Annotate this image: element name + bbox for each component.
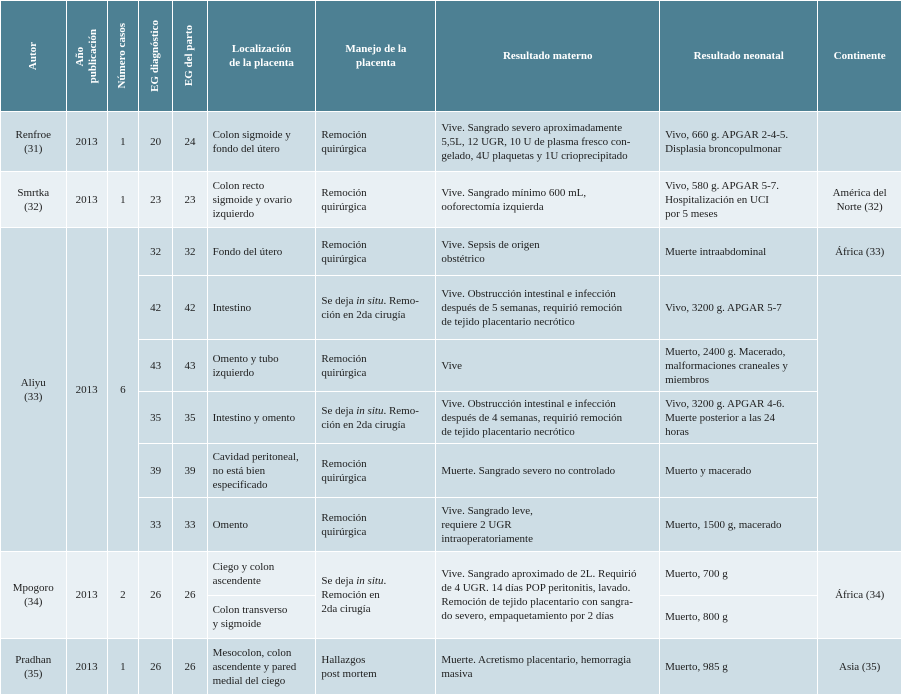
cell-manejo: Remoción quirúrgica [316,112,436,172]
cell-continente: África (34) [818,552,902,639]
header-manejo: Manejo de la placenta [316,1,436,112]
cell-autor: Aliyu (33) [1,228,67,552]
cell-resultado-neonatal: Muerto, 2400 g. Macerado, malformaciones craneales y miembros [660,340,818,392]
header-autor: Autor [1,1,67,112]
cell-resultado-neonatal: Muerto, 700 g [660,552,818,596]
cell-eg-diagnostico: 26 [139,639,173,695]
cell-localizacion: Fondo del útero [207,228,316,276]
cell-manejo: Remoción quirúrgica [316,444,436,498]
cell-anio: 2013 [66,172,107,228]
cell-eg-parto: 43 [173,340,207,392]
cell-anio: 2013 [66,228,107,552]
table-row-aliyu-1 [1,228,902,276]
header-eg-parto: EG del parto [173,1,207,112]
cell-eg-diagnostico: 35 [139,392,173,444]
cell-resultado-neonatal: Muerto y macerado [660,444,818,498]
cell-eg-diagnostico: 20 [139,112,173,172]
cell-resultado-neonatal: Muerto, 985 g [660,639,818,695]
cell-numero: 1 [107,112,138,172]
cell-anio: 2013 [66,639,107,695]
cell-resultado-neonatal: Vivo, 660 g. APGAR 2-4-5. Displasia broncopulmonar [660,112,818,172]
cell-anio: 2013 [66,552,107,639]
cell-localizacion: Intestino y omento [207,392,316,444]
cell-anio: 2013 [66,112,107,172]
cell-resultado-neonatal: Muerto, 800 g [660,596,818,639]
cell-localizacion: Omento y tubo izquierdo [207,340,316,392]
manejo-text: . Remo- ción en 2da cirugía [321,294,419,321]
cell-resultado-materno: Vive. Sepsis de origen obstétrico [436,228,660,276]
manejo-text: Se deja [321,575,357,587]
cell-resultado-neonatal: Muerte intraabdominal [660,228,818,276]
cell-eg-parto: 33 [173,498,207,552]
cell-autor: Pradhan (35) [1,639,67,695]
cell-autor: Renfroe (31) [1,112,67,172]
cell-localizacion: Colon recto sigmoide y ovario izquierdo [207,172,316,228]
cell-manejo: Remoción quirúrgica [316,228,436,276]
cell-eg-diagnostico: 26 [139,552,173,639]
manejo-italic: in situ [356,294,384,307]
cell-continente: América del Norte (32) [818,172,902,228]
cell-resultado-materno: Vive. Sangrado leve, requiere 2 UGR intraoperatoriamente [436,498,660,552]
cell-manejo: Remoción quirúrgica [316,172,436,228]
cell-localizacion: Colon transverso y sigmoide [207,596,316,639]
cell-continente: África (33) [818,228,902,276]
header-numero: Número casos [107,1,138,112]
header-resultado-neonatal: Resultado neonatal [660,1,818,112]
cell-continente-empty [818,276,902,552]
cell-manejo: Hallazgos post mortem [316,639,436,695]
header-localizacion: Localización de la placenta [207,1,316,112]
cell-localizacion: Intestino [207,276,316,340]
cell-manejo: Remoción quirúrgica [316,340,436,392]
cell-eg-parto: 24 [173,112,207,172]
cell-resultado-neonatal: Vivo, 3200 g. APGAR 4-6. Muerte posterior a las 24 horas [660,392,818,444]
table-row-smrtka [1,172,902,228]
cell-resultado-materno: Vive. Obstrucción intestinal e infección después de 4 semanas, requirió remoción de tejido placentario necrótico [436,392,660,444]
cell-resultado-materno: Vive. Sangrado severo aproximadamente 5,5L, 12 UGR, 10 U de plasma fresco con- gelado, 4U plaquetas y 1U crioprecipitado [436,112,660,172]
cell-eg-parto: 35 [173,392,207,444]
cell-eg-diagnostico: 39 [139,444,173,498]
cell-eg-diagnostico: 43 [139,340,173,392]
header-continente: Continente [818,1,902,112]
cell-localizacion: Ciego y colon ascendente [207,552,316,596]
table-row-mpogoro-1 [1,552,902,596]
header-eg-diagnostico: EG diagnóstico [139,1,173,112]
cell-eg-diagnostico: 23 [139,172,173,228]
cell-localizacion: Omento [207,498,316,552]
cell-resultado-materno: Muerte. Acretismo placentario, hemorragia masiva [436,639,660,695]
cell-resultado-materno: Vive [436,340,660,392]
cell-eg-parto: 39 [173,444,207,498]
cell-continente: Asia (35) [818,639,902,695]
manejo-text: Se deja [321,404,357,417]
cell-localizacion: Colon sigmoide y fondo del útero [207,112,316,172]
manejo-italic: in situ [356,575,384,587]
cell-eg-diagnostico: 33 [139,498,173,552]
cell-autor: Smrtka (32) [1,172,67,228]
table-row-renfroe [1,112,902,172]
cell-manejo [316,392,436,444]
cell-eg-diagnostico: 32 [139,228,173,276]
cell-localizacion: Mesocolon, colon ascendente y pared medial del ciego [207,639,316,695]
cell-manejo [316,276,436,340]
cell-eg-parto: 23 [173,172,207,228]
cell-autor: Mpogoro (34) [1,552,67,639]
header-resultado-materno: Resultado materno [436,1,660,112]
cell-eg-parto: 42 [173,276,207,340]
cell-manejo: Remoción quirúrgica [316,498,436,552]
cell-eg-parto: 32 [173,228,207,276]
cell-numero: 1 [107,172,138,228]
cell-localizacion: Cavidad peritoneal, no está bien especificado [207,444,316,498]
header-anio: Año publicación [66,1,107,112]
cell-eg-parto: 26 [173,639,207,695]
cell-numero: 6 [107,228,138,552]
cell-resultado-materno: Vive. Sangrado aproximado de 2L. Requirió de 4 UGR. 14 días POP peritonitis, lavado. Remoción de tejido placentario con sangra- do severo, empaquetamiento por 2 días [436,552,660,639]
cell-eg-parto: 26 [173,552,207,639]
cell-resultado-materno: Vive. Obstrucción intestinal e infección después de 5 semanas, requirió remoción de tejido placentario necrótico [436,276,660,340]
manejo-text: . Remo- ción en 2da cirugía [321,404,419,431]
cell-numero: 1 [107,639,138,695]
manejo-italic: in situ [356,404,384,417]
cell-numero: 2 [107,552,138,639]
cell-continente [818,112,902,172]
cell-resultado-neonatal: Vivo, 3200 g. APGAR 5-7 [660,276,818,340]
cell-eg-diagnostico: 42 [139,276,173,340]
cell-resultado-materno: Vive. Sangrado mínimo 600 mL, ooforectomía izquierda [436,172,660,228]
cell-resultado-neonatal: Vivo, 580 g. APGAR 5-7. Hospitalización en UCI por 5 meses [660,172,818,228]
cell-resultado-materno: Muerte. Sangrado severo no controlado [436,444,660,498]
manejo-text: Se deja [321,294,357,307]
cell-resultado-neonatal: Muerto, 1500 g, macerado [660,498,818,552]
table-row-pradhan [1,639,902,695]
cell-manejo [316,552,436,639]
manejo-text: . Remoción en 2da cirugía [321,575,387,615]
header-row [1,1,902,112]
